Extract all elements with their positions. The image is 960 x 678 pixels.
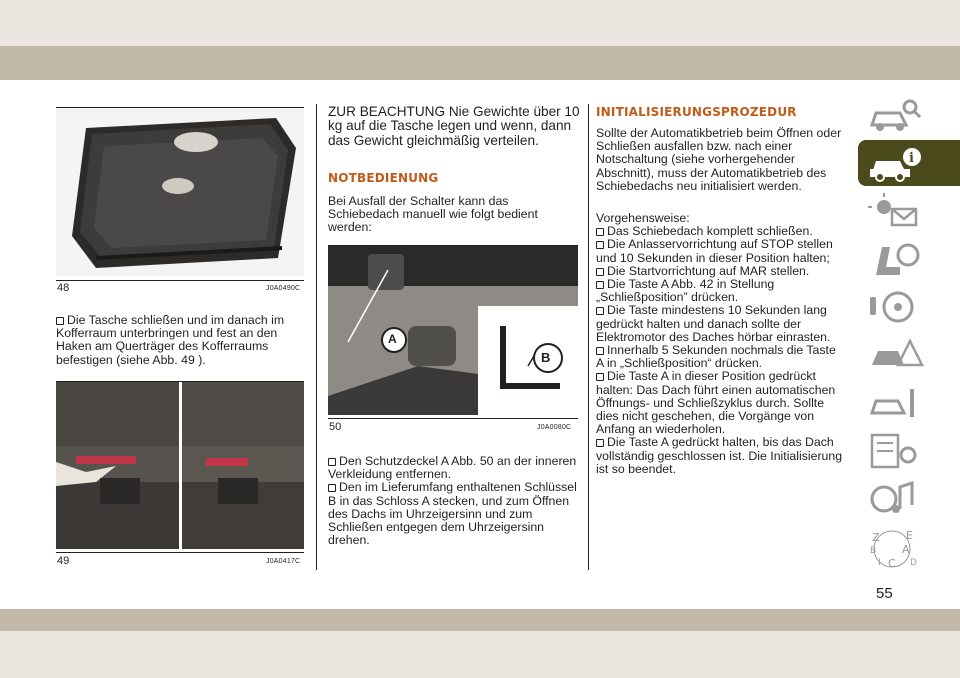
list-item: Die Startvorrichtung auf MAR stellen. bbox=[596, 265, 846, 278]
warning-note: ZUR BEACHTUNG Nie Gewichte über 10 kg auf die Tasche legen und wenn, dann das Gewicht gleichmäßig verteilen. bbox=[328, 104, 580, 148]
procedure-steps bbox=[596, 212, 846, 476]
list-item: Die Taste A Abb. 42 in Stellung „Schließposition” drücken. bbox=[596, 277, 775, 305]
list-item: Das Schiebedach komplett schließen. bbox=[596, 225, 846, 238]
checkbox-bullet-icon bbox=[596, 307, 604, 315]
figure-number: 48 bbox=[57, 282, 70, 294]
header-band bbox=[0, 46, 960, 80]
list-item: Die Taste A gedrückt halten, bis das Dach vollständig geschlossen ist. Die Initialisierung ist so beendet. bbox=[596, 435, 843, 476]
chapter-tab-specifications[interactable] bbox=[858, 428, 960, 474]
figure-caption-rule bbox=[56, 552, 304, 553]
checkbox-bullet-icon bbox=[328, 458, 336, 466]
car-maintenance-icon bbox=[866, 383, 926, 423]
multimedia-icon bbox=[866, 479, 926, 519]
procedure-lead: Vorgehensweise: bbox=[596, 211, 690, 225]
column-divider bbox=[588, 104, 589, 570]
column-divider bbox=[316, 104, 317, 570]
figure-code: J0A0417C bbox=[266, 558, 301, 565]
car-info-icon bbox=[866, 143, 926, 183]
checkbox-bullet-icon bbox=[596, 268, 604, 276]
index-letter: A bbox=[902, 543, 910, 556]
svg-text:i: i bbox=[909, 151, 914, 166]
chapter-tab-index[interactable] bbox=[858, 524, 960, 570]
list-item: Innerhalb 5 Sekunden nochmals die Taste A in „Schließposition“ drücken. bbox=[596, 343, 836, 371]
warning-lights-icon bbox=[866, 191, 926, 231]
page-number: 55 bbox=[876, 585, 893, 602]
checkbox-bullet-icon bbox=[56, 317, 64, 325]
section-heading: NOTBEDIENUNG bbox=[328, 171, 439, 185]
figure-number: 50 bbox=[329, 421, 342, 433]
chapter-tab-multimedia[interactable] bbox=[858, 476, 960, 522]
figure-caption-rule bbox=[328, 418, 578, 419]
index-letter: Z bbox=[872, 531, 880, 544]
bag-instruction: Die Tasche schließen und im danach im Kofferraum unterbringen und fest an den Haken am Querträger des Kofferraums befestigen (siehe Abb. 49 ). bbox=[56, 313, 285, 367]
checkbox-bullet-icon bbox=[328, 484, 336, 492]
list-item: Den Schutzdeckel A Abb. 50 an der inneren Verkleidung entfernen. bbox=[328, 454, 577, 482]
list-item: Die Taste A in dieser Position gedrückt halten: Das Dach führt einen automatischen Öffnungs- und Schließzyklus durch. Sollte dies nicht geschehen, die Vorgänge von Anfang an wiederholen. bbox=[596, 369, 836, 437]
figure-number: 49 bbox=[57, 555, 70, 567]
seat-airbag-icon bbox=[866, 239, 926, 279]
figure-label-b: B bbox=[541, 350, 551, 365]
emergency-steps bbox=[328, 455, 584, 547]
figure-code: J0A0490C bbox=[266, 285, 301, 292]
index-letter: B bbox=[870, 546, 877, 556]
chapter-tab-car-info[interactable] bbox=[858, 140, 960, 186]
alphabetical-index-icon bbox=[866, 527, 926, 571]
index-letter: D bbox=[910, 558, 917, 568]
checkbox-bullet-icon bbox=[596, 281, 604, 289]
list-item: Die Taste mindestens 10 Sekunden lang gedrückt halten und danach sollte der Elektromotor des Daches hörbar einrasten. bbox=[596, 303, 831, 344]
chapter-tab-emergency[interactable] bbox=[858, 332, 960, 378]
chapter-tab-getting-to-know[interactable] bbox=[858, 92, 960, 138]
index-letter: E bbox=[906, 529, 913, 542]
figure-code: J0A0080C bbox=[537, 424, 572, 431]
specifications-icon bbox=[866, 431, 926, 471]
bottom-margin bbox=[0, 631, 960, 678]
figure-49-image bbox=[56, 382, 304, 549]
checkbox-bullet-icon bbox=[596, 228, 604, 236]
top-margin bbox=[0, 0, 960, 46]
car-emergency-icon bbox=[866, 335, 926, 375]
chapter-tab-warning-lights[interactable] bbox=[858, 188, 960, 234]
figure-50-image bbox=[328, 246, 578, 415]
index-letter: C bbox=[888, 557, 896, 570]
section-intro: Sollte der Automatikbetrieb beim Öffnen oder Schließen ausfallen bzw. nach einer Notschaltung (siehe vorhergehender Abschnitt), muss der Automatikbetrieb des Schiebedachs neu initialisiert werden. bbox=[596, 126, 842, 193]
section-intro: Bei Ausfall der Schalter kann das Schiebedach manuell wie folgt bedient werden: bbox=[328, 194, 538, 235]
chapter-tab-starting-driving[interactable] bbox=[858, 284, 960, 330]
list-item: Den im Lieferumfang enthaltenen Schlüssel B in das Schloss A stecken, und zum Öffnen des Dachs im Uhrzeigersinn und zum Schließen entgegen dem Uhrzeigersinn drehen. bbox=[328, 480, 577, 548]
index-letter: I bbox=[878, 558, 881, 568]
footer-band bbox=[0, 609, 960, 631]
list-item: Die Anlasservorrichtung auf STOP stellen und 10 Sekunden in dieser Position halten; bbox=[596, 237, 833, 265]
car-search-icon bbox=[866, 95, 926, 135]
figure-48-image bbox=[56, 108, 304, 276]
checkbox-bullet-icon bbox=[596, 347, 604, 355]
section-heading: INITIALISIERUNGSPROZEDUR bbox=[596, 105, 797, 119]
checkbox-bullet-icon bbox=[596, 241, 604, 249]
figure-caption-rule bbox=[56, 280, 304, 281]
figure-label-a: A bbox=[388, 332, 397, 346]
checkbox-bullet-icon bbox=[596, 439, 604, 447]
chapter-tab-safety[interactable] bbox=[858, 236, 960, 282]
checkbox-bullet-icon bbox=[596, 373, 604, 381]
steering-wheel-key-icon bbox=[866, 287, 926, 327]
chapter-tab-maintenance[interactable] bbox=[858, 380, 960, 426]
